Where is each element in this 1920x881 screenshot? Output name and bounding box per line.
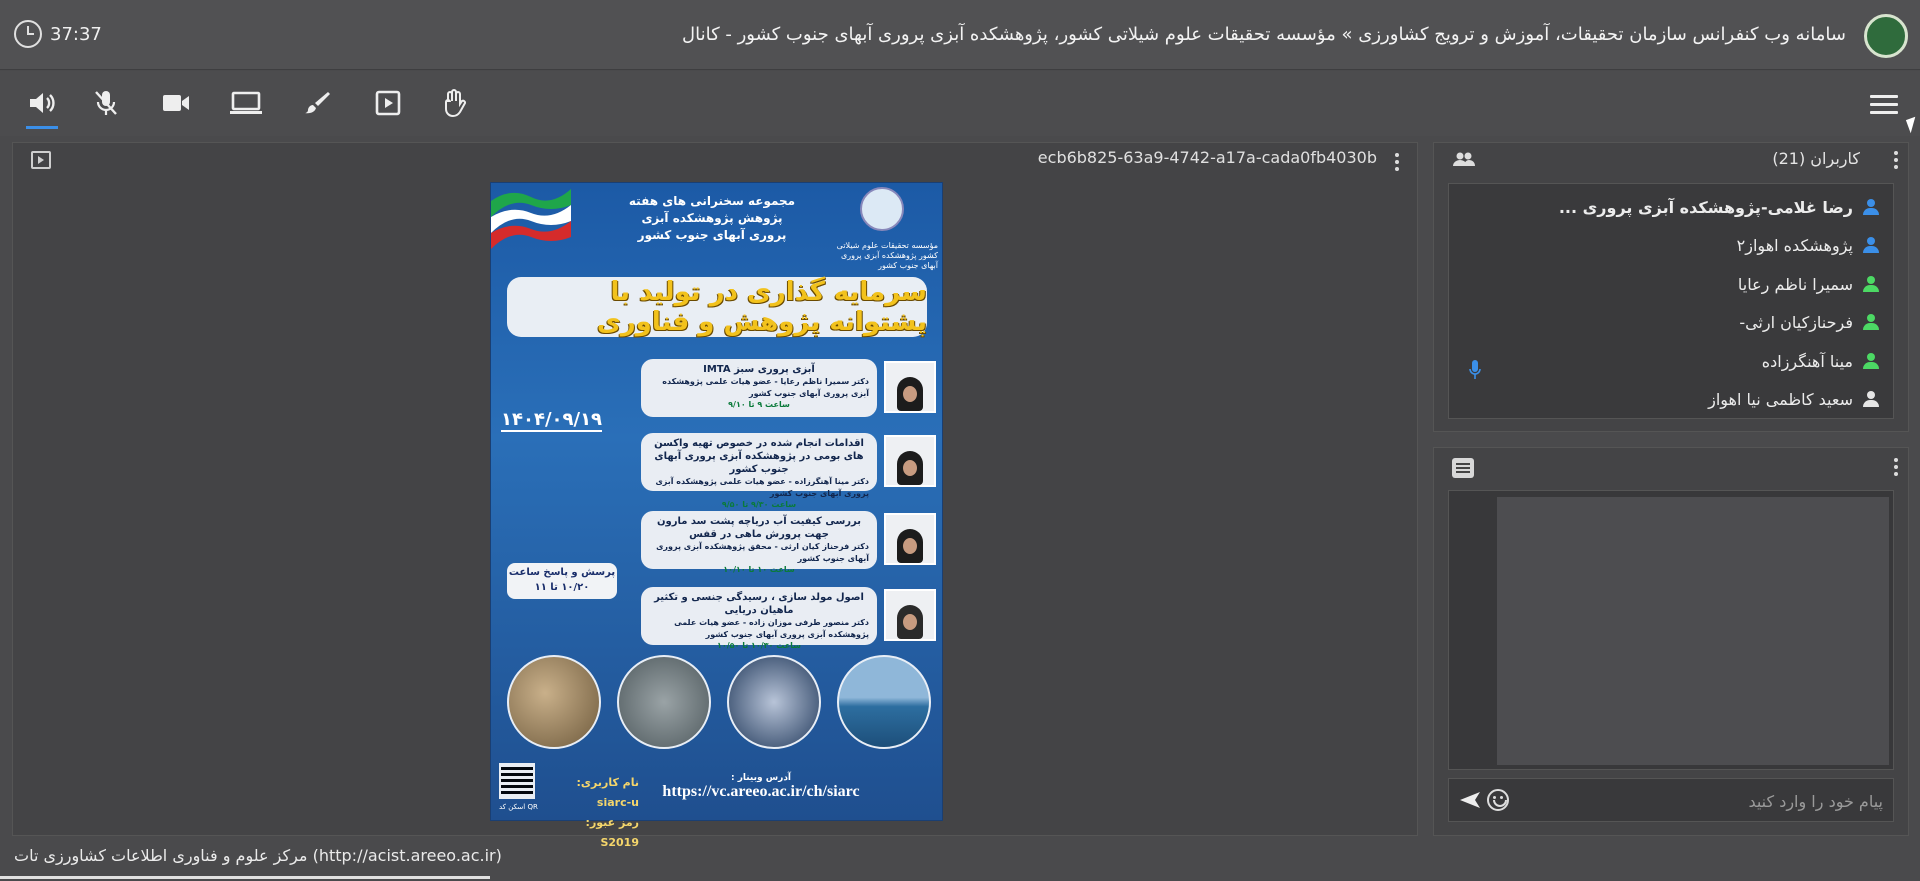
talk-card <box>641 587 877 650</box>
username-value: siarc-u <box>596 796 639 809</box>
talk-speaker: دکتر فرحناز کیان ارثی - محقق پژوهشکده آبزی پروری آبهای جنوب کشور <box>656 542 869 563</box>
talk-time: ساعت ۱۰ تا ۱۰/۱۰ <box>723 565 795 574</box>
chat-message-area <box>1497 497 1889 765</box>
toolbar <box>0 71 1920 136</box>
presentation-toggle-icon[interactable] <box>31 151 51 169</box>
poster-header: مجموعه سخنرانی های هفته پژوهش پژوهشکده آبزی پروری آبهای جنوب کشور <box>628 194 796 242</box>
raise-hand-icon <box>440 88 468 118</box>
footer-credit: مرکز علوم و فناوری اطلاعات کشاورزی تات (http://acist.areeo.ac.ir) <box>14 846 502 865</box>
talk-title: اصول مولد سازی ، رسیدگی جنسی و تکثیر ماهیان دریایی <box>654 592 864 616</box>
poster-main-title: سرمایه گذاری در تولید با پشتوانه پژوهش و فناوری <box>507 277 927 337</box>
user-list-item[interactable] <box>1447 265 1893 303</box>
talk-time: ساعت ۹/۳۰ تا ۹/۵۰ <box>721 500 797 509</box>
poster-institute: مؤسسه تحقیقات علوم شیلاتی کشور پژوهشکده آبزی پروری آبهای جنوب کشور <box>836 241 938 270</box>
users-header: کاربران (21) <box>1772 149 1860 168</box>
talk-card <box>641 511 877 574</box>
users-options-icon[interactable] <box>1894 151 1898 169</box>
talk-time: ساعت ۹ تا ۹/۱۰ <box>728 400 790 409</box>
webinar-url: https://vc.areeo.ac.ir/ch/siarc <box>662 783 860 800</box>
camera-button[interactable] <box>156 85 196 121</box>
qr-code <box>499 763 535 799</box>
talk-time: ساعت ۱۰/۳۰ تا ۱۰/۵۰ <box>716 641 802 650</box>
presentation-id: ecb6b825-63a9-4742-a17a-cada0fb4030b <box>1037 148 1377 167</box>
username-label: نام کاربری: <box>576 776 639 789</box>
user-list-item[interactable] <box>1447 380 1893 418</box>
page-title: سامانه وب کنفرانس سازمان تحقیقات، آموزش و ترویج کشاورزی » مؤسسه تحقیقات علوم شیلاتی کشور، پژوهشکده آبزی پروری آبهای جنوب کشور - کانال <box>682 24 1846 45</box>
iran-flag-icon <box>491 183 571 243</box>
user-name: سمیرا ناظم رعایا <box>1737 274 1853 294</box>
poster-address <box>641 773 881 801</box>
chat-input-bar <box>1448 778 1894 822</box>
user-icon <box>1863 276 1879 292</box>
speaker-photo <box>884 361 936 413</box>
mic-off-icon <box>93 89 119 117</box>
password-label: رمز عبور: <box>585 816 639 829</box>
user-name: رضا غلامی-پژوهشکده آبزی پروری ... <box>1558 197 1853 217</box>
users-panel <box>1433 142 1909 432</box>
microphone-icon <box>1469 360 1481 380</box>
emoji-icon[interactable] <box>1487 789 1509 811</box>
presentation-slide <box>490 182 943 849</box>
hamburger-menu-icon[interactable] <box>1870 95 1898 117</box>
users-icon[interactable] <box>1452 151 1476 167</box>
cage-farm-photo <box>837 655 931 749</box>
talk-card <box>641 433 877 509</box>
microphone-button[interactable] <box>86 85 126 121</box>
talk-speaker: دکتر سمیرا ناظم رعایا - عضو هیات علمی پژوهشکده آبزی پروری آبهای جنوب کشور <box>662 377 869 398</box>
users-list <box>1448 183 1894 419</box>
camera-icon <box>161 92 191 114</box>
user-list-item[interactable] <box>1447 342 1893 380</box>
talk-title: آبزی پروری سبز IMTA <box>703 364 815 375</box>
poster-qa-session: پرسش و پاسخ ساعت ۱۰/۲۰ تا ۱۱ <box>507 563 617 599</box>
screen-share-icon <box>229 90 263 116</box>
speaker-photo <box>884 513 936 565</box>
user-list-item[interactable] <box>1447 303 1893 341</box>
raise-hand-button[interactable] <box>434 85 474 121</box>
user-icon <box>1863 199 1879 215</box>
user-list-item[interactable] <box>1447 226 1893 264</box>
lab-photo <box>727 655 821 749</box>
talk-title: بررسی کیفیت آب دریاچه پشت سد مارون جهت پرورش ماهی در قفس <box>656 516 862 540</box>
user-name: مینا آهنگرزاده <box>1761 351 1853 371</box>
institute-logo <box>860 187 904 231</box>
user-icon <box>1863 237 1879 253</box>
user-name: سعید کاظمی نیا اهواز <box>1708 389 1853 409</box>
chat-message-input[interactable] <box>1543 787 1883 815</box>
chat-options-icon[interactable] <box>1894 458 1898 476</box>
password-value: S2019 <box>600 836 639 849</box>
brush-icon <box>304 89 332 117</box>
session-timer <box>14 20 102 48</box>
talk-card <box>641 359 877 417</box>
speaker-photo <box>884 435 936 487</box>
user-icon <box>1863 391 1879 407</box>
top-bar <box>0 0 1920 70</box>
send-icon[interactable] <box>1459 791 1481 809</box>
speaker-photo <box>884 589 936 641</box>
talk-speaker: دکتر مینا آهنگرزاده - عضو هیات علمی پژوهشکده آبزی پروری آبهای جنوب کشور <box>655 477 869 498</box>
play-presentation-icon <box>374 89 402 117</box>
speaker-icon <box>27 89 57 117</box>
poster-credentials <box>549 773 639 853</box>
user-name: فرحنازکیان ارثی- <box>1739 312 1853 332</box>
screen-share-button[interactable] <box>226 85 266 121</box>
user-icon <box>1863 314 1879 330</box>
fish-photo <box>617 655 711 749</box>
chat-icon[interactable] <box>1452 458 1474 478</box>
clock-icon <box>14 20 42 48</box>
address-label: آدرس وبینار : <box>730 773 792 783</box>
talk-speaker: دکتر منصور طرفی موزان زاده - عضو هیات علمی پژوهشکده آبزی پروری آبهای جنوب کشور <box>674 618 869 639</box>
user-list-item[interactable] <box>1447 188 1893 226</box>
speaker-button[interactable] <box>22 85 62 121</box>
fish-photo <box>507 655 601 749</box>
chat-messages[interactable] <box>1448 490 1894 770</box>
presentation-options-icon[interactable] <box>1395 153 1399 171</box>
talk-title: اقدامات انجام شده در خصوص تهیه واکسن های بومی در پژوهشکده آبزی پروری آبهای جنوب کشور <box>654 438 864 475</box>
poster-date: ۱۴۰۴/۰۹/۱۹ <box>501 409 603 430</box>
whiteboard-button[interactable] <box>298 85 338 121</box>
presentation-button[interactable] <box>368 85 408 121</box>
chat-panel <box>1433 447 1909 836</box>
footer-scrollbar[interactable] <box>0 876 490 879</box>
user-icon <box>1863 353 1879 369</box>
user-name: پژوهشکده اهواز۲ <box>1736 235 1853 255</box>
organization-logo <box>1864 14 1908 58</box>
timer-value: 37:37 <box>50 23 102 45</box>
qr-label: اسکن کد QR <box>499 803 538 811</box>
